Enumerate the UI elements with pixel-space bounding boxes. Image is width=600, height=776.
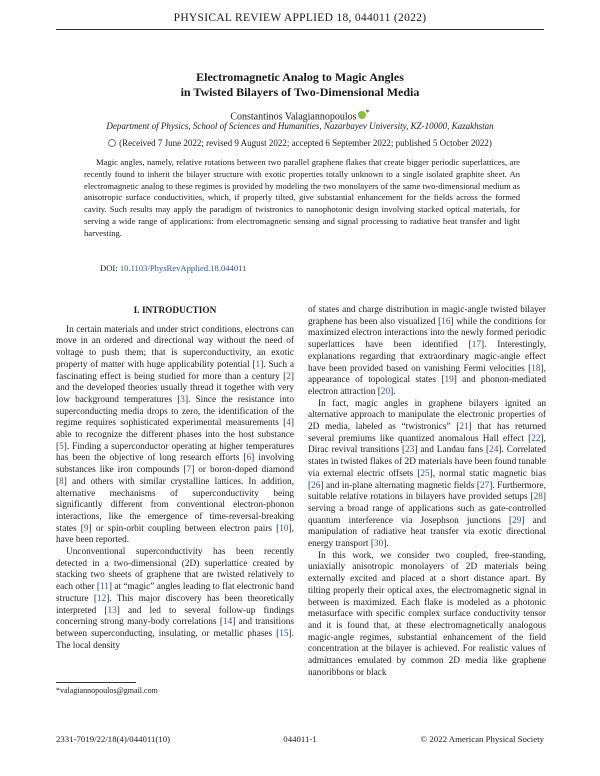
paragraph-text: ]. Furthermore, suitable relative rotations in bilayers have provided setups [ [308,480,546,503]
paragraph-text: In this work, we consider two coupled, free-standing, uniaxially anisotropic monolayers of 2D materials being externally excited and placed at a short distance apart. By tilting properly their optical axes, the electromagnetic signal in between is maximized. Each flake is modeled as a photonic metasurface with specific complex surface conductivity tensor and it is found that, at these electromagnetically analogous magic-angle regimes, substantial enhancement of the field concentration at the bilayer is achieved. For realistic values of admittances emulated by common 2D media like graphene nanoribbons or black [308,550,546,678]
paragraph-text: ]. Since the resistance into superconducting media drops to zero, the identification of the regime requires sophisticated experimental measurements [ [56,394,294,429]
paragraph-text: ] and the developed theories usually thread it together with very low background temperatures [ [56,371,294,405]
paragraph [56,325,294,547]
citation-link[interactable]: 17 [471,340,482,351]
citation-link[interactable]: 27 [479,480,490,491]
orcid-icon[interactable] [358,111,366,119]
citation-link[interactable]: 13 [107,605,117,616]
paragraph-text: ] and manipulation of radiative heat transfer via exotic directional energy transport [ [308,515,546,550]
citation-link[interactable]: 15 [279,628,289,639]
received-dates [56,138,544,149]
paragraph-text: ] involving substances like iron compounds [ [56,453,294,476]
citation-link[interactable]: 5 [59,441,64,452]
citation-link[interactable]: 1 [255,359,261,370]
check-updates-icon[interactable] [108,139,116,147]
citation-link[interactable]: 29 [512,515,522,526]
paragraph-text: ] serving a broad range of applications such as gate-controlled quantum interference via Josephson junctions [ [308,492,546,526]
paragraph-text: ] that has returned several premiums like quantized anomalous Hall effect [ [308,422,546,444]
paragraph-text: ] and Landau fans [ [414,445,490,456]
paragraph-text: ] able to recognize the different phases into the host substance [ [56,418,294,452]
paragraph-text: ]. [390,386,396,397]
footnote-rule [56,682,136,683]
footer-issn: 2331-7019/22/18(4)/044011(10) [56,734,171,744]
doi-link[interactable]: 10.1103/PhysRevApplied.18.044011 [119,263,247,273]
journal-header: PHYSICAL REVIEW APPLIED 18, 044011 (2022) [173,12,427,24]
paragraph-text: ] and transitions between superconducting, insulating, or metallic phases [ [56,617,294,639]
right-column [308,305,546,680]
citation-link[interactable]: 14 [222,617,233,628]
paragraph-text: In fact, magic angles in graphene bilayers ignited an alternative approach to manipulate the electronic properties of 2D media, labeled as “twistronics” [ [308,398,546,433]
paragraph-text: ], appearance of topological states [ [308,363,546,386]
citation-link[interactable]: 18 [531,363,541,374]
citation-link[interactable]: 21 [459,422,469,433]
left-column [56,306,295,652]
paragraph-text: ] while the conditions for maximized electron interactions into the newly formed periodic superlattices have been identified [ [308,316,547,351]
footnote-email[interactable]: *valagiannopoulos@gmail.com [56,686,158,695]
citation-link[interactable]: 23 [405,445,415,456]
author-name[interactable]: Constantinos Valagiannopoulos [230,111,357,123]
paragraph-text: Unconventional superconductivity has been recently detected in a two-dimensional (2D) superlattice created by stacking two sheets of graphene that are twisted relatively to each other [ [56,547,294,593]
citation-link[interactable]: 19 [444,375,454,386]
paragraph-text: ], normal static magnetic bias [ [308,468,546,491]
paragraph-text: ], have been reported. [56,523,294,546]
paper-title [56,70,544,100]
title-line-1: Electromagnetic Analog to Magic Angles [196,70,404,84]
received-text: (Received 7 June 2022; revised 9 August 2022; accepted 6 September 2022; published 5 October 2022) [119,138,492,148]
paragraph-text: In certain materials and under strict conditions, electrons can move in an ordered and directional way without the need of voltage to push them; that is superconductivity, an exotic property of matter with huge applicability potential [ [56,324,294,370]
paragraph-text: ]. [383,539,389,550]
citation-link[interactable]: 8 [59,476,64,487]
paragraph-text: ]. Such a fascinating effect is being studied for more than a century [ [56,359,294,382]
citation-link[interactable]: 11 [99,582,109,593]
citation-link[interactable]: 3 [180,394,185,405]
paragraph-text: ]. Finding a superconductor operating at higher temperatures has been the objective of long research efforts [ [56,441,294,464]
citation-link[interactable]: 25 [420,468,430,479]
paragraph-text: ]. Interestingly, explanations regarding that extraordinary magic-angle effect have been provided based on vanishing Fermi velocities [ [308,340,546,374]
paragraph-text: ] at “magic” angles leading to flat electronic band structure [ [56,582,295,604]
section-heading: I. INTRODUCTION [133,306,217,316]
citation-link[interactable]: 12 [96,593,107,604]
title-line-2: in Twisted Bilayers of Two-Dimensional Media [180,85,420,99]
paragraph-text: ] or boron-doped diamond [ [56,465,295,487]
abstract: Magic angles, namely, relative rotations between two parallel graphene flakes that create bigger periodic superlattices, are recently found to inherit the bilayer structure with exotic properties totally unknown to a single isolated graphite sheet. An electromagnetic analog to these regimes is provided by modeling the two monolayers of the same two-dimensional medium as anisotropic surface conductivities, which, if properly tilted, give substantial enhancement for the fields across the formed cavity. Such results may apply the paradigm of twistronics to nanophotonic design involving stacked optical materials, for serving a wide range of applications: from electromagnetic sensing and signal processing to radiative heat transfer and light harvesting. [84,157,520,238]
citation-link[interactable]: 20 [380,386,391,397]
paragraph-text: ]. The local density [56,628,294,651]
paragraph [308,551,546,680]
paragraph-text: ]. This major discovery has been theoretically interpreted [ [56,593,294,616]
paragraph-text: ] and in-plane alternating magnetic fields [ [320,480,480,491]
citation-link[interactable]: 7 [186,465,192,476]
citation-link[interactable]: 2 [286,371,291,382]
affiliation: Department of Physics, School of Sciences and Humanities, Nazarbayev University, KZ-10000, Kazakhstan [106,121,494,131]
doi-label: DOI: [100,263,118,273]
page-number: 044011-1 [283,734,317,744]
citation-link[interactable]: 26 [311,480,321,491]
citation-link[interactable]: 6 [246,453,252,464]
paragraph-text: ] and led to several follow-up findings concerning strong many-body correlations [ [56,605,294,628]
citation-link[interactable]: 10 [279,523,289,534]
citation-link[interactable]: 9 [83,523,89,534]
paragraph-text: of states and charge distribution in magic-angle twisted bilayer graphene has been also visualized [ [308,305,546,327]
doi-line [100,263,246,273]
citation-link[interactable]: 4 [286,418,291,429]
paragraph [308,305,546,399]
header-rule [56,29,544,30]
paragraph-text: ] and phonon-mediated electron attraction [ [308,375,546,397]
paragraph-text: ] or spin-orbit coupling between electron pairs [ [88,523,280,534]
citation-link[interactable]: 24 [489,445,499,456]
paragraph-text: ]. Correlated states in twisted flakes of 2D materials have been found tunable via external electric offsets [ [308,445,546,479]
footer-copyright: © 2022 American Physical Society [420,734,544,744]
paragraph-text: ] and others with similar crystalline lattices. In addition, alternative mechanisms of superconductivity being significantly different from conventional electron-phonon interactions, like the emergence of time-reversal-breaking states [ [56,476,294,534]
paragraph [308,399,546,551]
paragraph-text: ], Dirac revival transitions [ [308,433,546,456]
citation-link[interactable]: 30 [373,539,384,550]
citation-link[interactable]: 22 [531,433,541,444]
citation-link[interactable]: 16 [441,316,451,327]
paragraph [56,547,294,652]
author-footnote-mark: * [365,108,370,117]
citation-link[interactable]: 28 [533,492,543,503]
